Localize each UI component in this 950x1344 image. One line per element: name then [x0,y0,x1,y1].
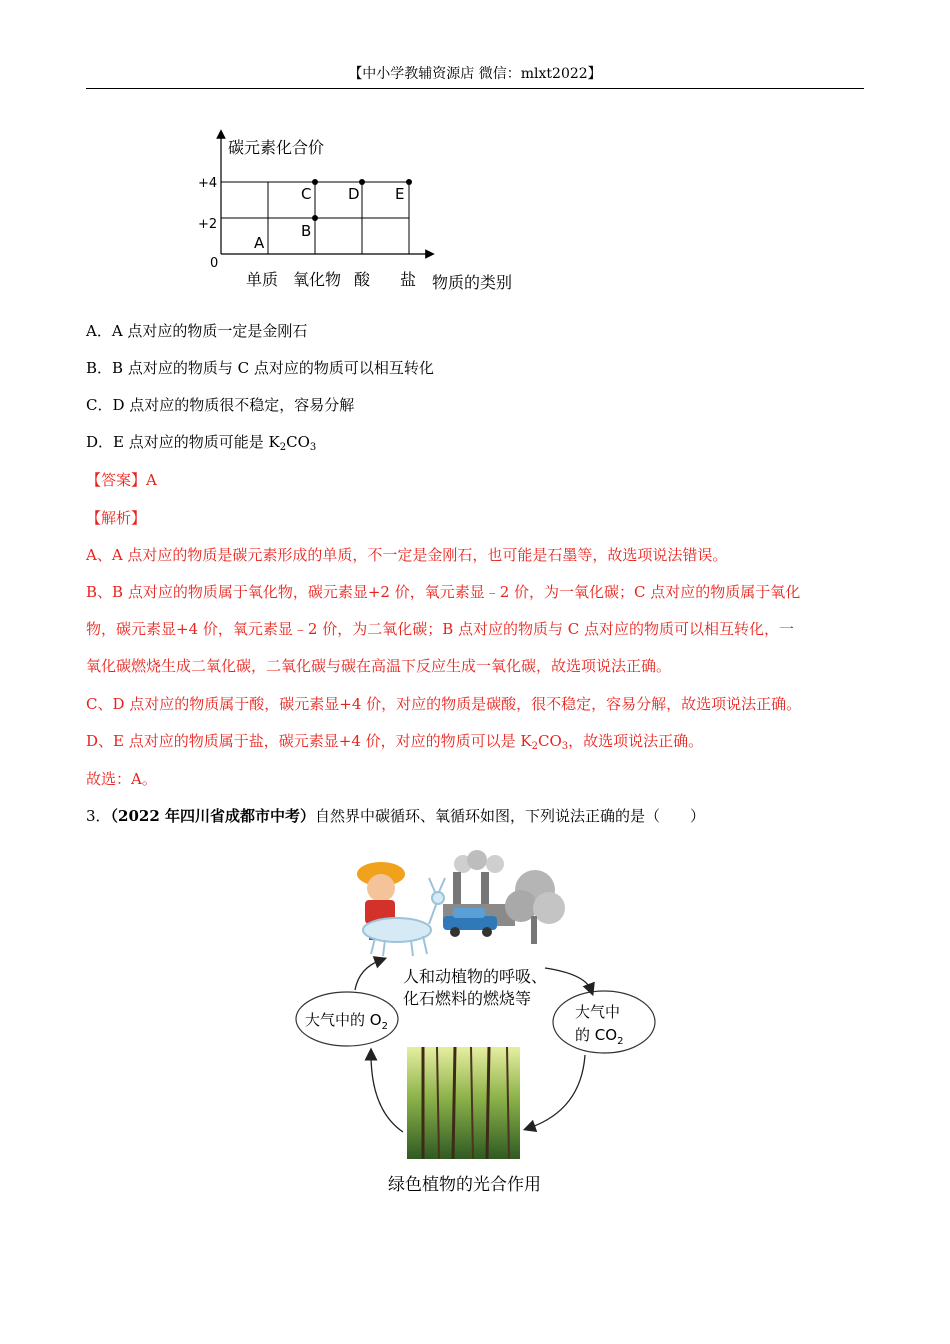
point-label-d: D [348,185,360,203]
point-label-c: C [301,185,312,203]
o2-label-sub: 2 [381,1021,388,1032]
option-d-mid: CO [286,433,310,451]
analysis-line-2: B、B 点对应的物质属于氧化物，碳元素显+2 价，氧元素显﹣2 价，为一氧化碳；C 点对应的物质属于氧化 [86,583,801,601]
top-label-line-2: 化石燃料的燃烧等 [403,989,532,1008]
x-tick-danzhi: 单质 [246,270,279,289]
point-d [359,179,365,185]
option-d-sub1: 2 [279,442,287,453]
cycle-svg [285,850,665,1200]
option-d-text: D．E 点对应的物质可能是 K [86,433,280,451]
answer-value: A [146,471,157,489]
analysis-line-6-pre: D、E 点对应的物质属于盐，碳元素显+4 价，对应的物质可以是 K [86,732,532,750]
arrow-co2-to-forest [529,1055,585,1128]
forest-image [407,1047,520,1159]
arrow-forest-to-o2 [371,1054,403,1132]
arrow-o2-to-top [355,960,381,990]
question-3-number: 3． [86,807,111,825]
option-d-sub2: 3 [309,442,317,453]
option-b: B．B 点对应的物质与 C 点对应的物质可以相互转化 [86,359,434,377]
o2-label-text: 大气中的 O [305,1011,382,1029]
question-3-source: （2022 年四川省成都市中考） [110,807,316,825]
analysis-line-3: 物，碳元素显+4 价，氧元素显﹣2 价，为二氧化碳；B 点对应的物质与 C 点对应的物质可以相互转化，一 [86,620,795,638]
analysis-line-6-post: ，故选项说法正确。 [568,732,704,750]
analysis-line-1: A、A 点对应的物质是碳元素形成的单质，不一定是金刚石，也可能是石墨等，故选项说法错误。 [86,546,728,564]
arrow-top-to-co2 [545,968,591,990]
option-d [86,432,316,452]
x-tick-yan: 盐 [400,270,417,289]
point-label-a: A [254,234,265,252]
answer-line [86,470,157,490]
answer-label: 【答案】 [86,471,147,489]
x-tick-suan: 酸 [354,270,371,289]
question-3-text: 自然界中碳循环、氧循环如图，下列说法正确的是（ ） [315,807,706,825]
chart-points [254,179,412,252]
analysis-line-4: 氧化碳燃烧生成二氧化碳，二氧化碳与碳在高温下反应生成一氧化碳，故选项说法正确。 [86,657,672,675]
valence-chart-svg [190,128,530,298]
y-tick-2: +2 [198,217,218,232]
analysis-line-6-sub1: 2 [531,741,538,752]
o2-label [305,1011,388,1032]
top-label-line-1: 人和动植物的呼吸、 [403,967,548,986]
point-e [406,179,412,185]
co2-label-line-2 [575,1026,623,1047]
y-tick-4: +4 [198,176,218,191]
co2-label-text: 的 CO [575,1026,618,1044]
option-a: A．A 点对应的物质一定是金刚石 [86,322,308,340]
co2-label-line-1: 大气中 [575,1003,621,1021]
point-b [312,215,318,221]
point-c [312,179,318,185]
x-axis-label: 物质的类别 [432,273,513,292]
carbon-oxygen-cycle-diagram [285,850,665,1200]
conclusion: 故选：A。 [86,770,157,788]
question-3 [86,806,705,826]
page-header: 【中小学教辅资源店 微信：mlxt2022】 [86,60,864,89]
y-tick-0: 0 [210,256,219,271]
option-c: C．D 点对应的物质很不稳定，容易分解 [86,396,355,414]
x-tick-yanghuawu: 氧化物 [293,270,342,289]
analysis-line-6-mid: CO [537,732,562,750]
valence-chart [190,128,530,298]
analysis-label: 【解析】 [86,509,147,527]
co2-label-sub: 2 [617,1036,624,1047]
bottom-label: 绿色植物的光合作用 [388,1175,541,1195]
analysis-line-5: C、D 点对应的物质属于酸，碳元素显+4 价，对应的物质是碳酸，很不稳定，容易分解，故选项说法正确。 [86,695,802,713]
y-axis-label: 碳元素化合价 [228,138,325,157]
tree-icon [505,870,565,944]
analysis-line-6 [86,731,703,751]
analysis-line-6-sub2: 3 [561,741,569,752]
point-label-b: B [301,222,312,240]
point-label-e: E [395,185,405,203]
